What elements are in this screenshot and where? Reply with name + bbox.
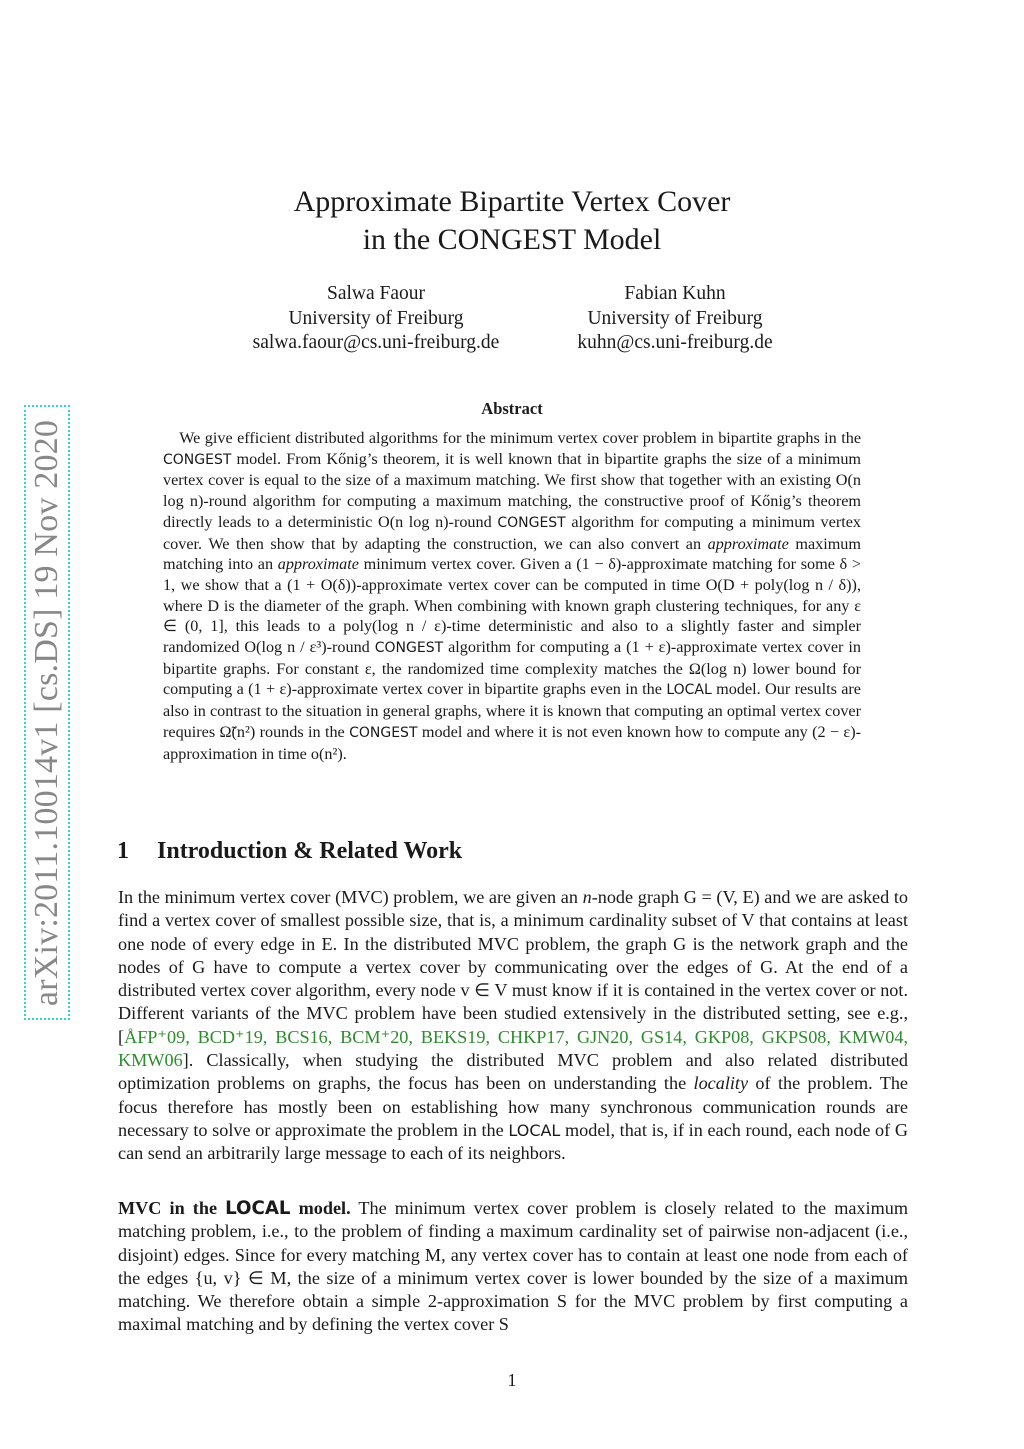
author-block-1 — [230, 282, 522, 356]
body-text: The minimum vertex cover problem is closely related to the maximum matching problem, i.e., to the problem of finding a maximum cardinality set of pairwise non-adjacent (i.e., disjoint) edges. Since for every matching M, any vertex cover has to contain at least one node from each of the edges {u, v} ∈ M, the size of a minimum vertex cover is lower bounded by the size of a maximum matching. We therefore obtain a simple 2-approximation S for the MVC problem by first computing a maximal matching and by defining the vertex cover S — [118, 1198, 908, 1335]
model-name: CONGEST — [163, 451, 232, 468]
title-line-2: in the CONGEST Model — [362, 223, 662, 256]
intro-paragraph — [118, 886, 908, 1166]
section-heading — [117, 838, 462, 865]
author-name: Fabian Kuhn — [624, 283, 726, 304]
title-line-1: Approximate Bipartite Vertex Cover — [293, 185, 731, 218]
arxiv-identifier: arXiv:2011.10014v1 [cs.DS] 19 Nov 2020 — [28, 419, 65, 1006]
author-affiliation: University of Freiburg — [587, 307, 763, 329]
abstract-text: minimum vertex cover. Given a (1 − δ)-approximate matching for some δ > 1, we show that a (1 + O(δ))-approximate vertex cover can be computed in time O(D + poly(log n / δ)), where D is the diameter of the graph. When combining with known graph clustering techniques, for any ε ∈ (0, 1], this leads to a poly(log n / ε)-time deterministic and also to a slightly faster and simpler randomized O(log n / ε³)-round — [163, 555, 861, 657]
abstract-text: algorithm for computing a minimum vertex cover. We then show that by adapting the construction, we can also convert an — [163, 512, 861, 553]
model-name: LOCAL — [666, 682, 712, 699]
abstract-body — [163, 428, 861, 764]
run-in-heading-text: model. — [290, 1198, 351, 1218]
arxiv-sidebar-stamp — [24, 405, 70, 1020]
section-number: 1 — [117, 838, 129, 864]
author-name: Salwa Faour — [326, 283, 426, 304]
model-name: LOCAL — [225, 1198, 291, 1219]
body-text: In the minimum vertex cover (MVC) problem, we are given an — [118, 887, 583, 907]
emphasis: approximate — [277, 555, 359, 574]
paper-title — [0, 183, 1024, 259]
abstract-text: algorithm for computing a (1 + ε)-approximate vertex cover in bipartite graphs. For constant ε, the randomized time complexity matches the Ω(log n) lower bound for computing a (1 + ε)-approximate vertex cover in bipartite graphs even in the — [163, 638, 861, 699]
body-text: ]. Classically, when studying the distributed MVC problem and also related distributed optimization problems on graphs, the focus has been on understanding the — [118, 1050, 908, 1094]
author-email[interactable]: kuhn@cs.uni-freiburg.de — [577, 332, 773, 353]
body-text: -node graph G = (V, E) and we are asked to find a vertex cover of smallest possible size, that is, a minimum cardinality subset of V that contains at least one node of every edge in E. In the distributed MVC problem, the graph G is the network graph and the nodes of G have to compute a vertex cover by communicating over the edges of G. At the end of a distributed vertex cover algorithm, every node v ∈ V must know if it is contained in the vertex cover or not. Different variants of the MVC problem have been studied extensively in the distributed setting, see e.g., [ — [118, 887, 909, 1047]
author-block-2 — [540, 282, 810, 356]
abstract-heading: Abstract — [481, 399, 543, 418]
author-affiliation: University of Freiburg — [288, 307, 464, 329]
abstract-text: model. From Kőnig’s theorem, it is well known that in bipartite graphs the size of a minimum vertex cover is equal to the size of a maximum matching. We first show that together with an existing O(n log n)-round algorithm for computing a maximum matching, the constructive proof of Kőnig’s theorem directly leads to a deterministic O(n log n)-round — [163, 449, 861, 531]
abstract-text: model and where it is not even known how to compute any (2 − ε)-approximation in time o(n²). — [163, 722, 862, 763]
abstract-text: We give efficient distributed algorithms for the minimum vertex cover problem in bipartite graphs in the — [179, 429, 861, 447]
body-text: model, that is, if in each round, each node of G can send an arbitrarily large message to each of its neighbors. — [118, 1119, 908, 1164]
mvc-local-paragraph — [118, 1197, 908, 1337]
model-name: CONGEST — [349, 724, 418, 741]
abstract-text: model. Our results are also in contrast to the situation in general graphs, where it is known that computing an optimal vertex cover requires Ω̃(n²) rounds in the — [163, 680, 861, 741]
emphasis: approximate — [707, 534, 789, 553]
model-name: CONGEST — [497, 514, 566, 531]
run-in-heading-text: MVC in the — [118, 1198, 226, 1218]
model-name: CONGEST — [374, 640, 444, 657]
model-name: LOCAL — [508, 1120, 561, 1140]
body-text: of the problem. The focus therefore has mostly been on establishing how many synchronous communication rounds are necessary to solve or approximate the problem in the — [118, 1073, 908, 1140]
author-email[interactable]: salwa.faour@cs.uni-freiburg.de — [252, 332, 500, 353]
run-in-heading — [118, 1198, 351, 1218]
page-number: 1 — [507, 1370, 517, 1390]
math-var: n — [582, 887, 592, 907]
section-title: Introduction & Related Work — [157, 838, 463, 864]
abstract-text: maximum matching into an — [163, 534, 861, 574]
citation-links[interactable]: ÅFP⁺09, BCD⁺19, BCS16, BCM⁺20, BEKS19, CHKP17, GJN20, GS14, GKP08, GKPS08, KMW04, KMW06 — [118, 1026, 908, 1071]
emphasis: locality — [693, 1073, 749, 1094]
